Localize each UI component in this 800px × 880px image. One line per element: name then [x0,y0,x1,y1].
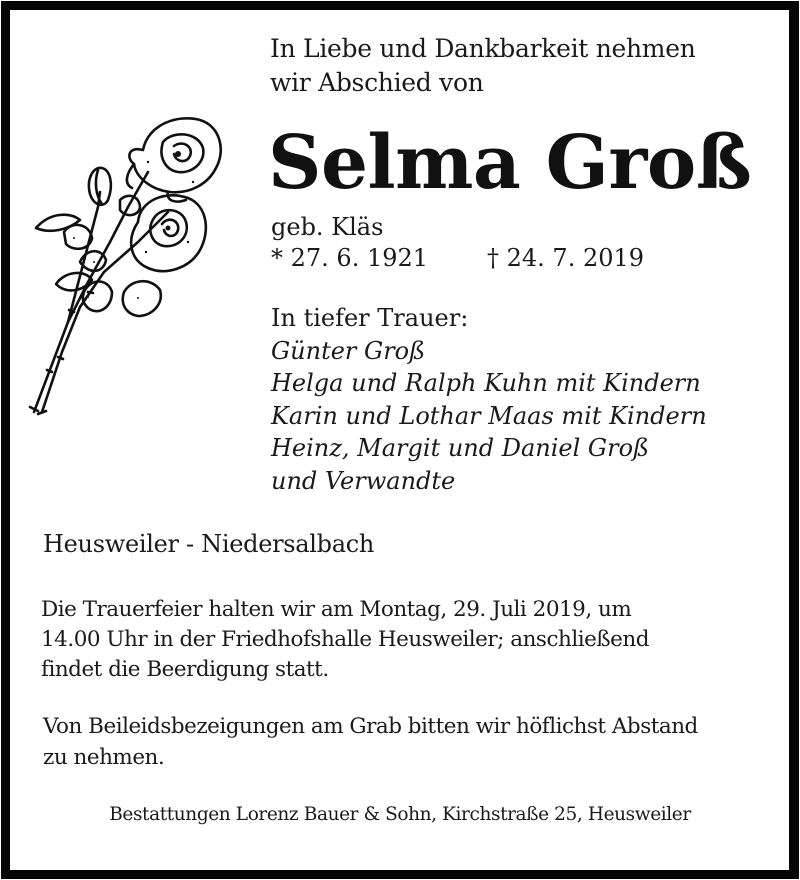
service-line: Die Trauerfeier halten wir am Montag, 29. Juli 2019, um [41,597,632,622]
death-date: † 24. 7. 2019 [487,244,645,272]
service-line: findet die Beerdigung statt. [41,657,329,682]
mourning-label: In tiefer Trauer: [271,304,469,332]
maiden-name: geb. Kläs [271,213,384,241]
mourner: Helga und Ralph Kuhn mit Kindern [271,369,701,397]
condolence-request [43,711,698,773]
life-dates [271,242,645,274]
request-line: Von Beileidsbezeigungen am Grab bitten wir höflichst Abstand [43,714,698,739]
intro-line: In Liebe und Dankbarkeit nehmen [270,34,696,63]
intro-text [270,32,696,100]
mourner: Heinz, Margit und Daniel Groß [271,434,650,462]
mourner: und Verwandte [271,466,456,495]
mourners-block [271,302,707,497]
undertaker-text: Bestattungen Lorenz Bauer & Sohn, Kirchstraße 25, Heusweiler [109,804,691,825]
deceased-name: Selma Groß [268,120,752,206]
service-line: 14.00 Uhr in der Friedhofshalle Heusweiler; anschließend [41,627,650,652]
birth-date: * 27. 6. 1921 [271,244,429,272]
roses-icon [28,112,228,417]
mourner: Karin und Lothar Maas mit Kindern [271,401,707,430]
intro-line: wir Abschied von [270,68,484,97]
request-line: zu nehmen. [43,745,165,770]
mourner: Günter Groß [271,336,426,365]
service-text [41,595,649,685]
place-text: Heusweiler - Niedersalbach [43,530,375,558]
